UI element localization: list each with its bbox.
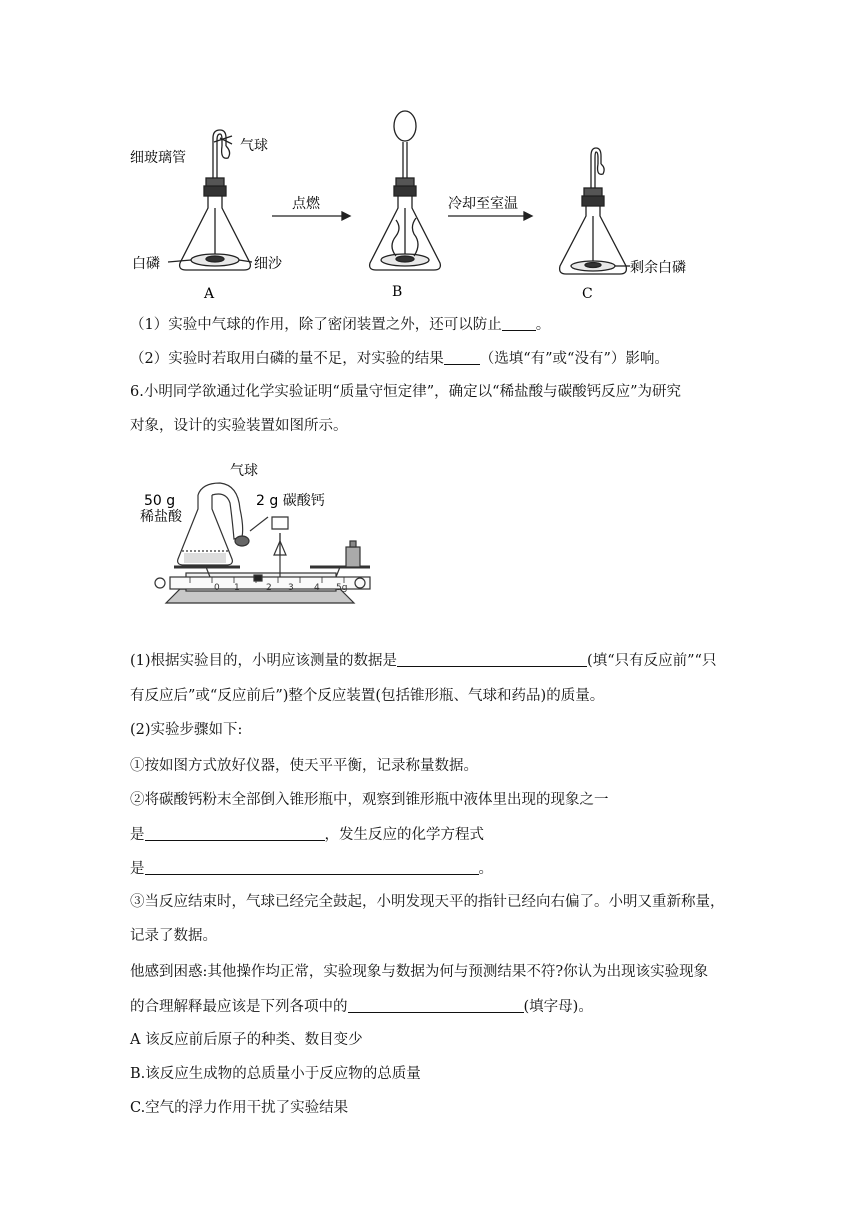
phosphorus-experiment-figure	[120, 108, 720, 308]
q6-sub2: (2)实验步骤如下:	[130, 722, 243, 738]
label-glass-tube: 细玻璃管	[130, 150, 186, 166]
q6-intro-line1: 6.小明同学欲通过化学实验证明“质量守恒定律”，确定以“稀盐酸与碳酸钙反应”为研究	[130, 384, 681, 400]
q6-blank4[interactable]	[348, 996, 524, 1013]
label-a: A	[204, 286, 215, 302]
label-caco3: 2 g 碳酸钙	[256, 493, 325, 509]
q6-puzzle-line2: 的合理解释最应该是下列各项中的 (填字母)。	[130, 996, 593, 1017]
flask-c	[560, 148, 630, 274]
balance-experiment-figure	[130, 455, 390, 635]
q6-blank1[interactable]	[397, 650, 587, 667]
label-ignite: 点燃	[292, 196, 320, 212]
label-acid-mass: 50 g	[144, 493, 176, 509]
label-cool: 冷却至室温	[448, 196, 518, 212]
scale-1: 1	[234, 583, 240, 593]
scale-4: 4	[314, 583, 320, 593]
label-sand: 细沙	[254, 256, 282, 272]
flask-b	[370, 111, 441, 270]
q6-option-a: A 该反应前后原子的种类、数目变少	[130, 1032, 363, 1048]
q5-part2: （2）实验时若取用白磷的量不足，对实验的结果 （选填“有”或“没有”）影响。	[130, 348, 669, 369]
label-white-phosphorus: 白磷	[132, 256, 160, 272]
q6-step2: ②将碳酸钙粉末全部倒入锥形瓶中，观察到锥形瓶中液体里出现的现象之一	[130, 792, 609, 808]
label-c: C	[582, 286, 593, 302]
label-remaining-phosphorus: 剩余白磷	[630, 260, 686, 276]
label-balloon: 气球	[240, 138, 268, 154]
q6-sub1: (1)根据实验目的，小明应该测量的数据是 (填“只有反应前”“只	[130, 650, 716, 671]
scale-3: 3	[288, 583, 294, 593]
q6-blank2[interactable]	[145, 824, 325, 841]
q6-puzzle-line1: 他感到困惑:其他操作均正常，实验现象与数据为何与预测结果不符?你认为出现该实验现象	[130, 964, 709, 980]
q6-option-b: B.该反应生成物的总质量小于反应物的总质量	[130, 1066, 421, 1082]
q6-step3-line2: 记录了数据。	[130, 928, 217, 944]
q6-sub1-line2: 有反应后”或“反应前后”)整个反应装置(包括锥形瓶、气球和药品)的质量。	[130, 688, 605, 704]
q5-blank2[interactable]	[444, 348, 480, 365]
q6-option-c: C.空气的浮力作用干扰了实验结果	[130, 1100, 349, 1116]
q6-step2c: 是 。	[130, 858, 493, 879]
q6-step1: ①按如图方式放好仪器，使天平平衡，记录称量数据。	[130, 758, 478, 774]
label-balloon-2: 气球	[230, 463, 258, 479]
scale-0: 0	[214, 583, 220, 593]
label-acid: 稀盐酸	[140, 509, 182, 525]
scale-2: 2	[266, 583, 272, 593]
q6-blank3[interactable]	[145, 858, 479, 875]
scale-5g: 5g	[336, 583, 348, 593]
q5-blank1[interactable]	[502, 314, 536, 331]
q5-part1: （1）实验中气球的作用，除了密闭装置之外，还可以防止 。	[130, 314, 550, 335]
q6-step2b: 是 ，发生反应的化学方程式	[130, 824, 484, 845]
q6-step3-line1: ③当反应结束时，气球已经完全鼓起，小明发现天平的指针已经向右偏了。小明又重新称量，	[130, 894, 725, 910]
label-b: B	[392, 284, 403, 300]
q6-intro-line2: 对象，设计的实验装置如图所示。	[130, 418, 348, 434]
